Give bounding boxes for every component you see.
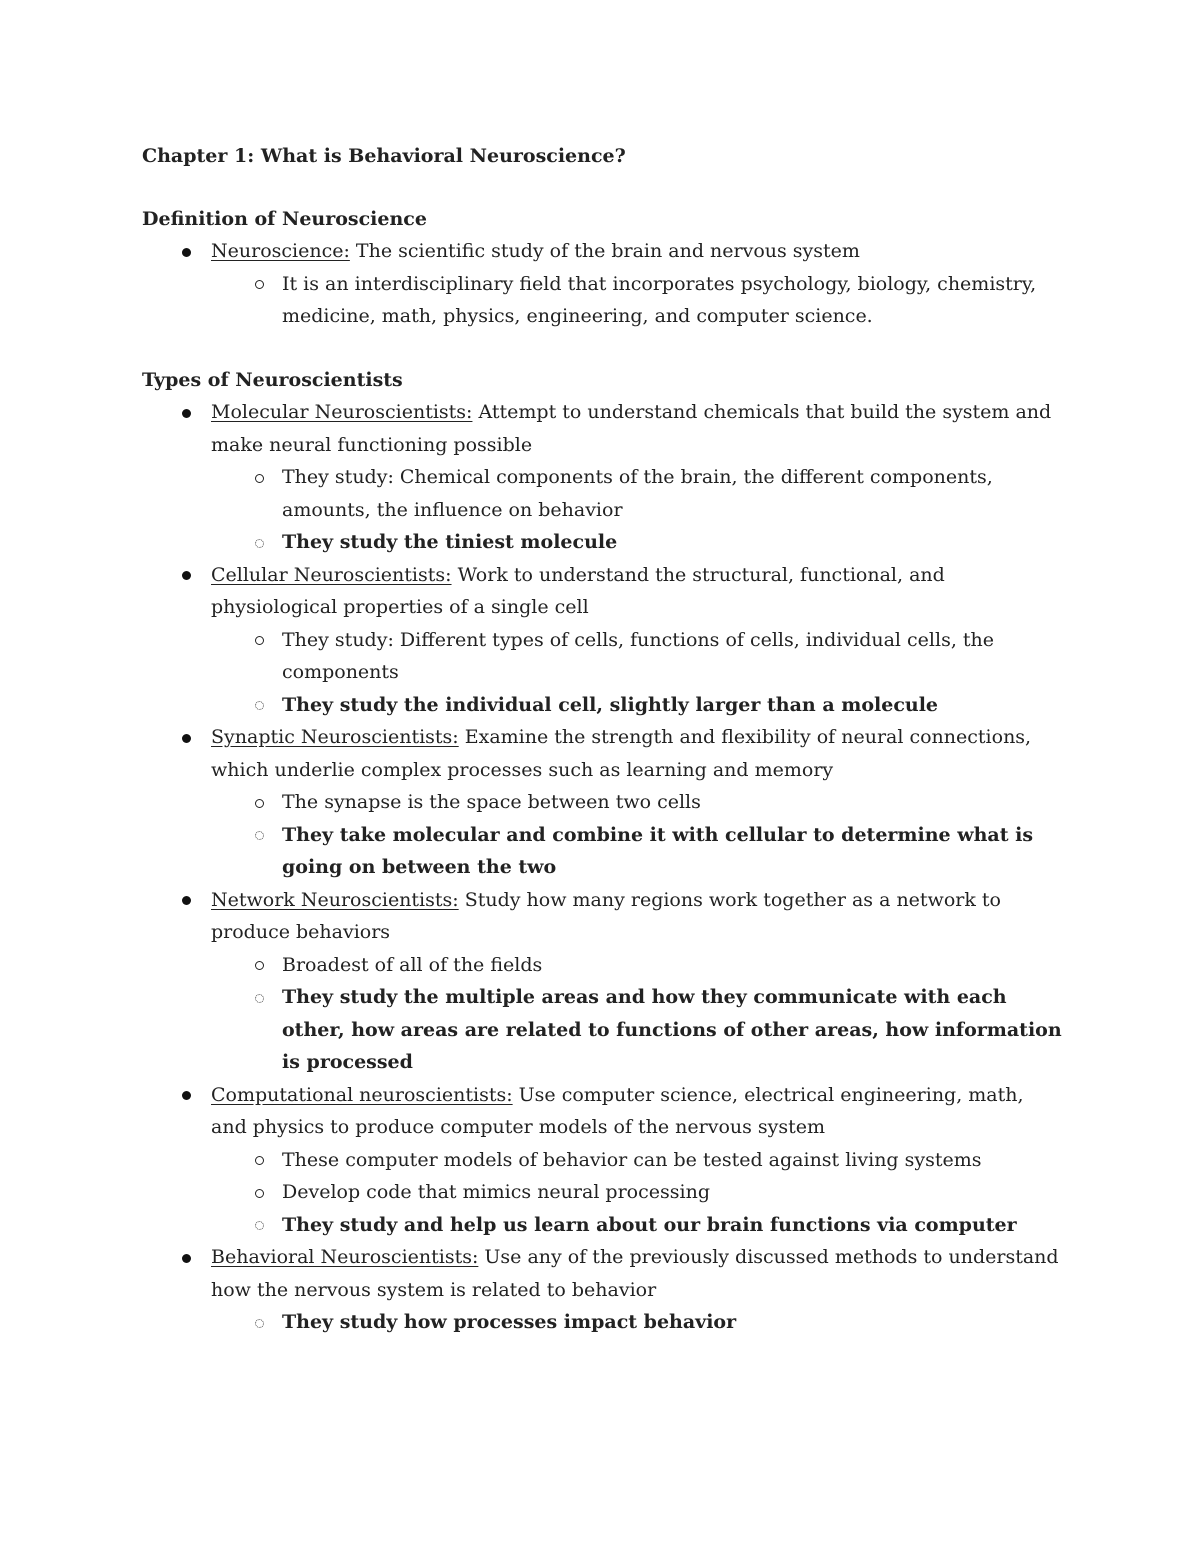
sub-list-item [282,1306,1062,1339]
filled-bullet-icon [176,1241,196,1274]
filled-bullet-icon [176,235,196,268]
sub-list-item [282,526,1062,559]
sub-item-text-bold: They study how processes impact behavior [282,1311,737,1333]
sub-list-item [282,689,1062,722]
sub-list-item [282,1209,1062,1242]
hollow-bullet-icon [249,1176,269,1209]
sub-bullet-list [211,461,1062,559]
hollow-bullet-icon [249,624,269,657]
hollow-bullet-icon [249,786,269,819]
sub-item-text: These computer models of behavior can be tested against living systems [282,1148,982,1171]
term-label: Computational neuroscientists: [211,1083,513,1106]
term-definition: Use computer science, electrical engineering, math, and physics to produce computer models of the nervous system [211,1083,1024,1138]
dotted-bullet-icon [249,526,269,559]
filled-bullet-icon [176,1079,196,1112]
term-label: Behavioral Neuroscientists: [211,1246,479,1268]
sub-item-text: It is an interdisciplinary field that incorporates psychology, biology, chemistry, medicine, math, physics, engineering, and computer science. [282,272,1037,327]
term-definition: Use any of the previously discussed methods to understand how the nervous system is related to behavior [211,1246,1059,1301]
sub-list-item [282,819,1062,884]
sub-item-text-bold: They study the multiple areas and how they communicate with each other, how areas are related to functions of other areas, how information is processed [282,986,1062,1073]
sub-item-text: The synapse is the space between two cells [282,791,701,813]
section-definition [142,203,1062,333]
filled-bullet-icon [176,396,196,429]
list-item [211,559,1062,722]
list-item [211,1241,1062,1339]
sub-item-text: Broadest of all of the fields [282,953,543,976]
sub-list-item [282,268,1062,333]
sub-bullet-list [211,1306,1062,1339]
sub-bullet-list [211,786,1062,884]
sub-item-text-bold: They study the individual cell, slightly larger than a molecule [282,693,939,716]
sub-list-item [282,624,1062,689]
dotted-bullet-icon [249,1306,269,1339]
term-definition: Work to understand the structural, functional, and physiological properties of a single cell [211,563,945,618]
sub-bullet-list [211,949,1062,1079]
term-label: Cellular Neuroscientists: [211,563,452,586]
sub-item-text-bold: They study and help us learn about our brain functions via computer [282,1213,1017,1236]
sub-bullet-list [211,268,1062,333]
term-definition: The scientific study of the brain and nervous system [349,240,860,262]
term-definition: Attempt to understand chemicals that build the system and make neural functioning possible [211,401,1052,456]
sub-bullet-list [211,1144,1062,1242]
hollow-bullet-icon [249,1144,269,1177]
sub-item-text-bold: They study the tiniest molecule [282,531,618,553]
hollow-bullet-icon [249,461,269,494]
sub-list-item [282,1144,1062,1177]
sub-item-text: Develop code that mimics neural processing [282,1181,710,1203]
bullet-list [142,396,1062,1339]
bullet-list [142,235,1062,333]
hollow-bullet-icon [249,268,269,301]
term-label: Neuroscience: [211,240,350,262]
section-types [142,364,1062,1339]
list-item [211,884,1062,1079]
dotted-bullet-icon [249,819,269,852]
term-label: Molecular Neuroscientists: [211,401,473,423]
filled-bullet-icon [176,721,196,754]
sub-item-text: They study: Chemical components of the brain, the different components, amounts, the influence on behavior [282,466,993,521]
dotted-bullet-icon [249,689,269,722]
term-definition: Examine the strength and flexibility of neural connections, which underlie complex processes such as learning and memory [211,726,1032,781]
filled-bullet-icon [176,559,196,592]
term-definition: Study how many regions work together as a network to produce behaviors [211,888,1001,943]
list-item [211,396,1062,559]
list-item [211,1079,1062,1242]
term-label: Synaptic Neuroscientists: [211,726,459,748]
sub-list-item [282,461,1062,526]
sub-list-item [282,949,1062,982]
sub-list-item [282,981,1062,1079]
hollow-bullet-icon [249,949,269,982]
page-title: Chapter 1: What is Behavioral Neuroscience? [142,145,626,167]
list-item [211,235,1062,333]
filled-bullet-icon [176,884,196,917]
sub-list-item [282,786,1062,819]
section-heading: Types of Neuroscientists [142,368,403,391]
section-heading: Definition of Neuroscience [142,207,427,230]
list-item [211,721,1062,884]
sub-list-item [282,1176,1062,1209]
sub-item-text-bold: They take molecular and combine it with cellular to determine what is going on between the two [282,823,1034,878]
sub-bullet-list [211,624,1062,722]
dotted-bullet-icon [249,1209,269,1242]
term-label: Network Neuroscientists: [211,888,459,911]
dotted-bullet-icon [249,981,269,1014]
sub-item-text: They study: Different types of cells, functions of cells, individual cells, the components [282,628,995,683]
document-page [142,140,1062,1339]
